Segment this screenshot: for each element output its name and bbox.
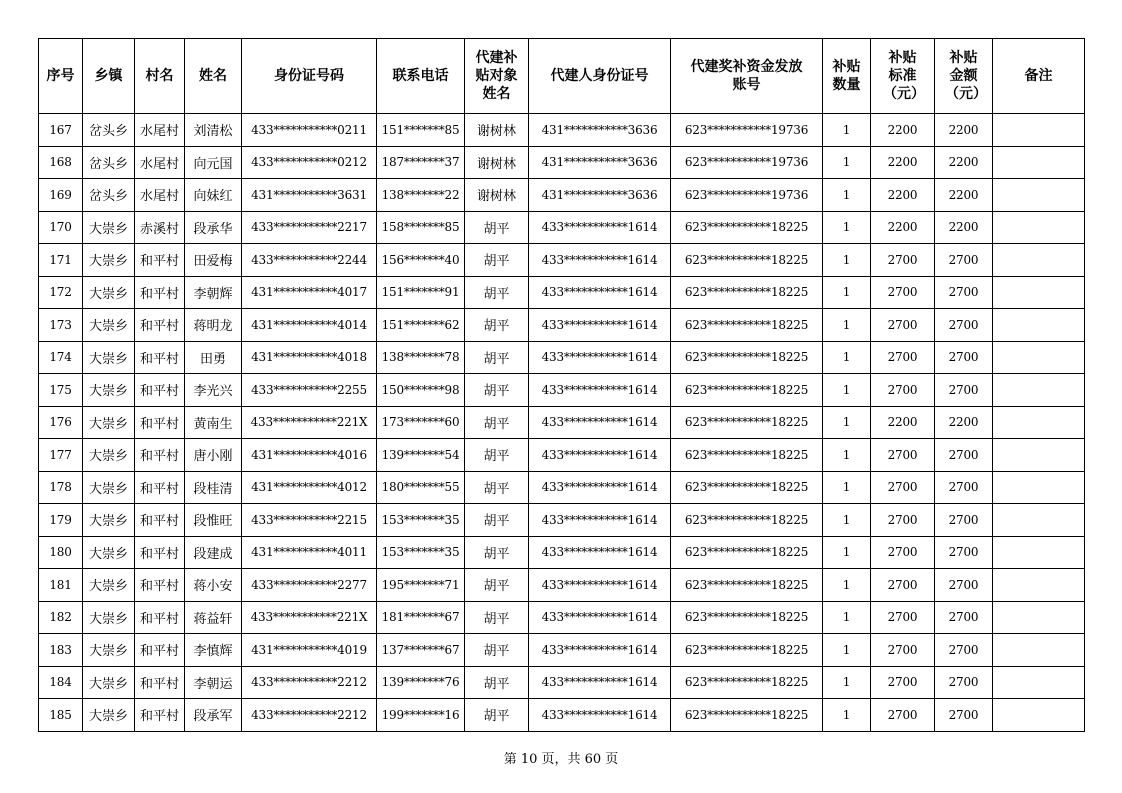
table-row (39, 309, 1085, 342)
table-row (39, 536, 1085, 569)
standard-cell: 2700 (871, 374, 935, 407)
remarks-cell (993, 374, 1085, 407)
quantity-cell: 1 (823, 666, 871, 699)
header-id-number: 身份证号码 (242, 39, 377, 114)
phone-cell: 181*******67 (377, 601, 465, 634)
proxy-name-cell: 谢树林 (465, 146, 529, 179)
header-seq: 序号 (39, 39, 83, 114)
table-row (39, 276, 1085, 309)
account-cell: 623***********18225 (671, 634, 823, 667)
id-number-cell: 433***********2255 (242, 374, 377, 407)
standard-cell: 2700 (871, 536, 935, 569)
seq-cell: 176 (39, 406, 83, 439)
proxy-name-cell: 谢树林 (465, 114, 529, 147)
phone-cell: 195*******71 (377, 569, 465, 602)
seq-cell: 170 (39, 211, 83, 244)
phone-cell: 156*******40 (377, 244, 465, 277)
seq-cell: 178 (39, 471, 83, 504)
proxy-name-cell: 胡平 (465, 699, 529, 732)
remarks-cell (993, 276, 1085, 309)
proxy-id-cell: 433***********1614 (529, 374, 671, 407)
remarks-cell (993, 601, 1085, 634)
remarks-cell (993, 341, 1085, 374)
quantity-cell: 1 (823, 374, 871, 407)
id-number-cell: 433***********221X (242, 601, 377, 634)
quantity-cell: 1 (823, 569, 871, 602)
town-cell: 大崇乡 (83, 374, 135, 407)
name-cell: 黄南生 (185, 406, 242, 439)
proxy-id-cell: 433***********1614 (529, 569, 671, 602)
remarks-cell (993, 309, 1085, 342)
table-row (39, 699, 1085, 732)
village-cell: 和平村 (135, 666, 185, 699)
name-cell: 段建成 (185, 536, 242, 569)
amount-cell: 2700 (935, 309, 993, 342)
proxy-name-cell: 胡平 (465, 536, 529, 569)
id-number-cell: 431***********3631 (242, 179, 377, 212)
table-row (39, 374, 1085, 407)
quantity-cell: 1 (823, 504, 871, 537)
account-cell: 623***********18225 (671, 211, 823, 244)
standard-cell: 2700 (871, 341, 935, 374)
amount-cell: 2700 (935, 634, 993, 667)
account-cell: 623***********18225 (671, 536, 823, 569)
standard-cell: 2700 (871, 309, 935, 342)
table-row (39, 471, 1085, 504)
subsidy-roster-table (38, 38, 1085, 732)
table-row (39, 341, 1085, 374)
table-header (39, 39, 1085, 114)
account-cell: 623***********18225 (671, 406, 823, 439)
id-number-cell: 433***********221X (242, 406, 377, 439)
remarks-cell (993, 536, 1085, 569)
account-cell: 623***********19736 (671, 146, 823, 179)
town-cell: 大崇乡 (83, 504, 135, 537)
amount-cell: 2700 (935, 666, 993, 699)
village-cell: 和平村 (135, 471, 185, 504)
town-cell: 大崇乡 (83, 569, 135, 602)
seq-cell: 179 (39, 504, 83, 537)
proxy-id-cell: 431***********3636 (529, 146, 671, 179)
id-number-cell: 431***********4014 (242, 309, 377, 342)
phone-cell: 187*******37 (377, 146, 465, 179)
seq-cell: 184 (39, 666, 83, 699)
header-remarks: 备注 (993, 39, 1085, 114)
table-row (39, 406, 1085, 439)
name-cell: 李朝运 (185, 666, 242, 699)
standard-cell: 2700 (871, 601, 935, 634)
amount-cell: 2200 (935, 406, 993, 439)
village-cell: 和平村 (135, 374, 185, 407)
phone-cell: 153*******35 (377, 536, 465, 569)
village-cell: 和平村 (135, 536, 185, 569)
name-cell: 向元国 (185, 146, 242, 179)
amount-cell: 2700 (935, 471, 993, 504)
standard-cell: 2700 (871, 634, 935, 667)
village-cell: 和平村 (135, 276, 185, 309)
proxy-name-cell: 胡平 (465, 244, 529, 277)
remarks-cell (993, 146, 1085, 179)
phone-cell: 138*******78 (377, 341, 465, 374)
quantity-cell: 1 (823, 146, 871, 179)
proxy-name-cell: 胡平 (465, 309, 529, 342)
town-cell: 大崇乡 (83, 211, 135, 244)
account-cell: 623***********18225 (671, 569, 823, 602)
quantity-cell: 1 (823, 211, 871, 244)
village-cell: 水尾村 (135, 114, 185, 147)
proxy-id-cell: 433***********1614 (529, 406, 671, 439)
proxy-id-cell: 433***********1614 (529, 634, 671, 667)
quantity-cell: 1 (823, 471, 871, 504)
village-cell: 和平村 (135, 439, 185, 472)
standard-cell: 2700 (871, 666, 935, 699)
proxy-id-cell: 433***********1614 (529, 244, 671, 277)
remarks-cell (993, 504, 1085, 537)
name-cell: 李慎辉 (185, 634, 242, 667)
phone-cell: 173*******60 (377, 406, 465, 439)
proxy-name-cell: 胡平 (465, 341, 529, 374)
phone-cell: 138*******22 (377, 179, 465, 212)
table-row (39, 114, 1085, 147)
id-number-cell: 431***********4019 (242, 634, 377, 667)
quantity-cell: 1 (823, 309, 871, 342)
quantity-cell: 1 (823, 439, 871, 472)
quantity-cell: 1 (823, 536, 871, 569)
seq-cell: 180 (39, 536, 83, 569)
proxy-id-cell: 433***********1614 (529, 309, 671, 342)
header-phone: 联系电话 (377, 39, 465, 114)
name-cell: 蒋明龙 (185, 309, 242, 342)
account-cell: 623***********18225 (671, 601, 823, 634)
standard-cell: 2700 (871, 471, 935, 504)
phone-cell: 153*******35 (377, 504, 465, 537)
id-number-cell: 433***********2217 (242, 211, 377, 244)
id-number-cell: 431***********4017 (242, 276, 377, 309)
header-standard: 补贴标准（元） (871, 39, 935, 114)
remarks-cell (993, 569, 1085, 602)
id-number-cell: 431***********4016 (242, 439, 377, 472)
town-cell: 大崇乡 (83, 309, 135, 342)
id-number-cell: 433***********2215 (242, 504, 377, 537)
id-number-cell: 431***********4018 (242, 341, 377, 374)
phone-cell: 151*******91 (377, 276, 465, 309)
quantity-cell: 1 (823, 114, 871, 147)
id-number-cell: 433***********2277 (242, 569, 377, 602)
amount-cell: 2700 (935, 536, 993, 569)
amount-cell: 2700 (935, 439, 993, 472)
village-cell: 和平村 (135, 601, 185, 634)
proxy-name-cell: 胡平 (465, 666, 529, 699)
town-cell: 大崇乡 (83, 439, 135, 472)
town-cell: 大崇乡 (83, 406, 135, 439)
standard-cell: 2200 (871, 179, 935, 212)
standard-cell: 2700 (871, 699, 935, 732)
name-cell: 唐小刚 (185, 439, 242, 472)
quantity-cell: 1 (823, 244, 871, 277)
name-cell: 李朝辉 (185, 276, 242, 309)
table-body (39, 114, 1085, 732)
header-name: 姓名 (185, 39, 242, 114)
account-cell: 623***********18225 (671, 374, 823, 407)
table-row (39, 439, 1085, 472)
id-number-cell: 431***********4012 (242, 471, 377, 504)
town-cell: 大崇乡 (83, 471, 135, 504)
proxy-id-cell: 433***********1614 (529, 211, 671, 244)
amount-cell: 2700 (935, 374, 993, 407)
amount-cell: 2700 (935, 601, 993, 634)
village-cell: 和平村 (135, 244, 185, 277)
village-cell: 和平村 (135, 504, 185, 537)
village-cell: 和平村 (135, 309, 185, 342)
amount-cell: 2700 (935, 569, 993, 602)
phone-cell: 150*******98 (377, 374, 465, 407)
proxy-id-cell: 431***********3636 (529, 179, 671, 212)
proxy-name-cell: 胡平 (465, 439, 529, 472)
amount-cell: 2200 (935, 146, 993, 179)
proxy-id-cell: 433***********1614 (529, 699, 671, 732)
town-cell: 大崇乡 (83, 276, 135, 309)
remarks-cell (993, 406, 1085, 439)
seq-cell: 167 (39, 114, 83, 147)
table-row (39, 179, 1085, 212)
proxy-name-cell: 胡平 (465, 276, 529, 309)
proxy-id-cell: 433***********1614 (529, 439, 671, 472)
village-cell: 和平村 (135, 341, 185, 374)
standard-cell: 2200 (871, 211, 935, 244)
header-village: 村名 (135, 39, 185, 114)
proxy-id-cell: 433***********1614 (529, 601, 671, 634)
proxy-name-cell: 胡平 (465, 634, 529, 667)
name-cell: 蒋小安 (185, 569, 242, 602)
header-proxy-id: 代建人身份证号 (529, 39, 671, 114)
account-cell: 623***********18225 (671, 341, 823, 374)
proxy-name-cell: 胡平 (465, 601, 529, 634)
village-cell: 水尾村 (135, 179, 185, 212)
village-cell: 水尾村 (135, 146, 185, 179)
village-cell: 赤溪村 (135, 211, 185, 244)
seq-cell: 183 (39, 634, 83, 667)
proxy-id-cell: 433***********1614 (529, 504, 671, 537)
table-row (39, 146, 1085, 179)
remarks-cell (993, 699, 1085, 732)
quantity-cell: 1 (823, 341, 871, 374)
proxy-name-cell: 胡平 (465, 406, 529, 439)
table-row (39, 634, 1085, 667)
phone-cell: 139*******76 (377, 666, 465, 699)
proxy-name-cell: 胡平 (465, 504, 529, 537)
town-cell: 大崇乡 (83, 536, 135, 569)
id-number-cell: 433***********2212 (242, 666, 377, 699)
standard-cell: 2200 (871, 406, 935, 439)
phone-cell: 158*******85 (377, 211, 465, 244)
phone-cell: 139*******54 (377, 439, 465, 472)
seq-cell: 169 (39, 179, 83, 212)
town-cell: 大崇乡 (83, 244, 135, 277)
town-cell: 大崇乡 (83, 601, 135, 634)
account-cell: 623***********19736 (671, 179, 823, 212)
header-row (39, 39, 1085, 114)
amount-cell: 2700 (935, 504, 993, 537)
name-cell: 田勇 (185, 341, 242, 374)
amount-cell: 2700 (935, 699, 993, 732)
account-cell: 623***********18225 (671, 666, 823, 699)
proxy-id-cell: 433***********1614 (529, 276, 671, 309)
account-cell: 623***********18225 (671, 439, 823, 472)
account-cell: 623***********19736 (671, 114, 823, 147)
town-cell: 岔头乡 (83, 114, 135, 147)
seq-cell: 174 (39, 341, 83, 374)
account-cell: 623***********18225 (671, 276, 823, 309)
name-cell: 李光兴 (185, 374, 242, 407)
account-cell: 623***********18225 (671, 244, 823, 277)
quantity-cell: 1 (823, 179, 871, 212)
header-amount: 补贴金额（元） (935, 39, 993, 114)
proxy-name-cell: 胡平 (465, 211, 529, 244)
standard-cell: 2200 (871, 114, 935, 147)
id-number-cell: 433***********0212 (242, 146, 377, 179)
name-cell: 段承军 (185, 699, 242, 732)
quantity-cell: 1 (823, 276, 871, 309)
account-cell: 623***********18225 (671, 309, 823, 342)
seq-cell: 168 (39, 146, 83, 179)
name-cell: 刘清松 (185, 114, 242, 147)
village-cell: 和平村 (135, 699, 185, 732)
remarks-cell (993, 634, 1085, 667)
seq-cell: 172 (39, 276, 83, 309)
table-row (39, 601, 1085, 634)
name-cell: 段惟旺 (185, 504, 242, 537)
remarks-cell (993, 666, 1085, 699)
header-account: 代建奖补资金发放账号 (671, 39, 823, 114)
header-town: 乡镇 (83, 39, 135, 114)
quantity-cell: 1 (823, 406, 871, 439)
proxy-id-cell: 431***********3636 (529, 114, 671, 147)
id-number-cell: 433***********2212 (242, 699, 377, 732)
seq-cell: 173 (39, 309, 83, 342)
amount-cell: 2200 (935, 211, 993, 244)
proxy-id-cell: 433***********1614 (529, 666, 671, 699)
phone-cell: 151*******62 (377, 309, 465, 342)
town-cell: 大崇乡 (83, 699, 135, 732)
name-cell: 田爱梅 (185, 244, 242, 277)
id-number-cell: 431***********4011 (242, 536, 377, 569)
amount-cell: 2700 (935, 276, 993, 309)
seq-cell: 182 (39, 601, 83, 634)
seq-cell: 185 (39, 699, 83, 732)
standard-cell: 2700 (871, 439, 935, 472)
amount-cell: 2200 (935, 179, 993, 212)
phone-cell: 151*******85 (377, 114, 465, 147)
remarks-cell (993, 244, 1085, 277)
seq-cell: 181 (39, 569, 83, 602)
standard-cell: 2700 (871, 276, 935, 309)
seq-cell: 171 (39, 244, 83, 277)
town-cell: 大崇乡 (83, 666, 135, 699)
header-quantity: 补贴数量 (823, 39, 871, 114)
seq-cell: 177 (39, 439, 83, 472)
remarks-cell (993, 439, 1085, 472)
village-cell: 和平村 (135, 406, 185, 439)
town-cell: 大崇乡 (83, 341, 135, 374)
proxy-id-cell: 433***********1614 (529, 471, 671, 504)
remarks-cell (993, 179, 1085, 212)
name-cell: 段桂清 (185, 471, 242, 504)
quantity-cell: 1 (823, 601, 871, 634)
name-cell: 向妹红 (185, 179, 242, 212)
page-footer: 第 10 页，共 60 页 (503, 752, 619, 767)
phone-cell: 180*******55 (377, 471, 465, 504)
standard-cell: 2200 (871, 146, 935, 179)
town-cell: 大崇乡 (83, 634, 135, 667)
phone-cell: 137*******67 (377, 634, 465, 667)
proxy-id-cell: 433***********1614 (529, 536, 671, 569)
amount-cell: 2200 (935, 114, 993, 147)
id-number-cell: 433***********0211 (242, 114, 377, 147)
remarks-cell (993, 471, 1085, 504)
amount-cell: 2700 (935, 341, 993, 374)
village-cell: 和平村 (135, 634, 185, 667)
quantity-cell: 1 (823, 699, 871, 732)
town-cell: 岔头乡 (83, 179, 135, 212)
account-cell: 623***********18225 (671, 699, 823, 732)
proxy-name-cell: 胡平 (465, 569, 529, 602)
id-number-cell: 433***********2244 (242, 244, 377, 277)
account-cell: 623***********18225 (671, 471, 823, 504)
name-cell: 段承华 (185, 211, 242, 244)
table-row (39, 666, 1085, 699)
name-cell: 蒋益轩 (185, 601, 242, 634)
table-row (39, 504, 1085, 537)
proxy-name-cell: 谢树林 (465, 179, 529, 212)
table-row (39, 211, 1085, 244)
proxy-id-cell: 433***********1614 (529, 341, 671, 374)
account-cell: 623***********18225 (671, 504, 823, 537)
seq-cell: 175 (39, 374, 83, 407)
town-cell: 岔头乡 (83, 146, 135, 179)
village-cell: 和平村 (135, 569, 185, 602)
amount-cell: 2700 (935, 244, 993, 277)
standard-cell: 2700 (871, 569, 935, 602)
proxy-name-cell: 胡平 (465, 374, 529, 407)
standard-cell: 2700 (871, 244, 935, 277)
table-row (39, 569, 1085, 602)
remarks-cell (993, 211, 1085, 244)
phone-cell: 199*******16 (377, 699, 465, 732)
standard-cell: 2700 (871, 504, 935, 537)
table-row (39, 244, 1085, 277)
remarks-cell (993, 114, 1085, 147)
proxy-name-cell: 胡平 (465, 471, 529, 504)
quantity-cell: 1 (823, 634, 871, 667)
header-proxy-name: 代建补贴对象姓名 (465, 39, 529, 114)
